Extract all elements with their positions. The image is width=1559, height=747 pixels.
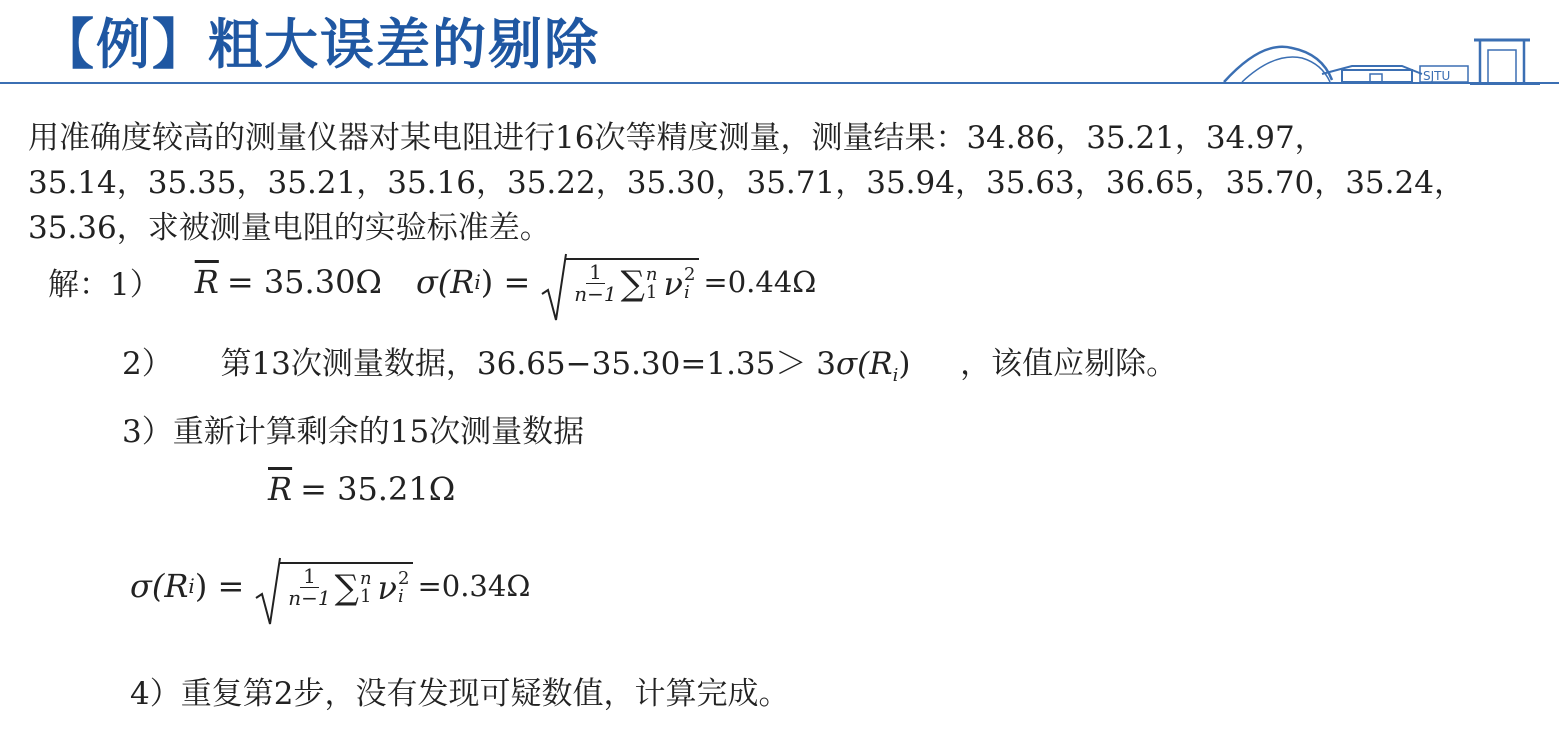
step1-mean-value: = 35.30Ω bbox=[226, 262, 382, 301]
sigma-lhs: σ(R bbox=[415, 262, 475, 301]
step1-equation bbox=[48, 258, 816, 305]
step3-line: 3）重新计算剩余的15次测量数据 bbox=[122, 414, 585, 450]
step1-label: 解：1） bbox=[48, 267, 161, 303]
step3-sigma-equation: σ(R i ) = $\frac{1}{n-1}$ ∑ n 1 ν 2 i =0.34Ω bbox=[130, 562, 530, 609]
step2-label: 2） bbox=[122, 346, 173, 382]
mean-symbol: $\overline{R}$ bbox=[194, 262, 219, 301]
step2-tail: ，该值应剔除。 bbox=[960, 346, 1178, 382]
page-title: 【例】粗大误差的剔除 bbox=[40, 13, 600, 76]
step2-line: 2） 第13次测量数据，$36.65-35.30=1.35> 3\sigma(R_i)$ ，该值应剔除。 bbox=[122, 346, 1178, 387]
sigma-rhs: ) = bbox=[480, 262, 531, 301]
fraction-2: $\frac{1}{n-1}$ bbox=[288, 564, 331, 610]
sigma-subscript: i bbox=[474, 269, 481, 294]
university-logo-icon bbox=[1222, 30, 1542, 88]
sqrt-expression-2: $\frac{1}{n-1}$ ∑ n 1 ν 2 i bbox=[254, 562, 413, 609]
step3-mean-equation bbox=[268, 470, 455, 508]
step1-result: =0.44Ω bbox=[703, 264, 817, 299]
problem-line-3: 35.36，求被测量电阻的实验标准差。 bbox=[28, 210, 551, 246]
step4-line: 4）重复第2步，没有发现可疑数值，计算完成。 bbox=[130, 676, 790, 712]
sqrt-expression-1: $\frac{1}{n-1}$ ∑ n 1 ν 2 i bbox=[540, 258, 699, 305]
step2-text: 第13次测量数据，36.65−35.30=1.35＞ 3 bbox=[220, 346, 836, 382]
fraction-1: $\frac{1}{n-1}$ bbox=[574, 260, 617, 306]
logo-text: SJTU bbox=[1423, 69, 1451, 83]
problem-line-2: 35.14，35.35，35.21，35.16，35.22，35.30，35.71，35.94，35.63，36.65，35.70，35.24， bbox=[28, 165, 1465, 201]
problem-line-1: 用准确度较高的测量仪器对某电阻进行16次等精度测量，测量结果：34.86，35.21，34.97， bbox=[28, 120, 1326, 156]
step2-sigma: σ(R bbox=[835, 346, 893, 382]
step3-mean-value: = 35.21Ω bbox=[300, 470, 456, 508]
step3-result: =0.34Ω bbox=[417, 568, 531, 603]
mean-symbol-2: $\overline{R}$ bbox=[268, 470, 293, 508]
